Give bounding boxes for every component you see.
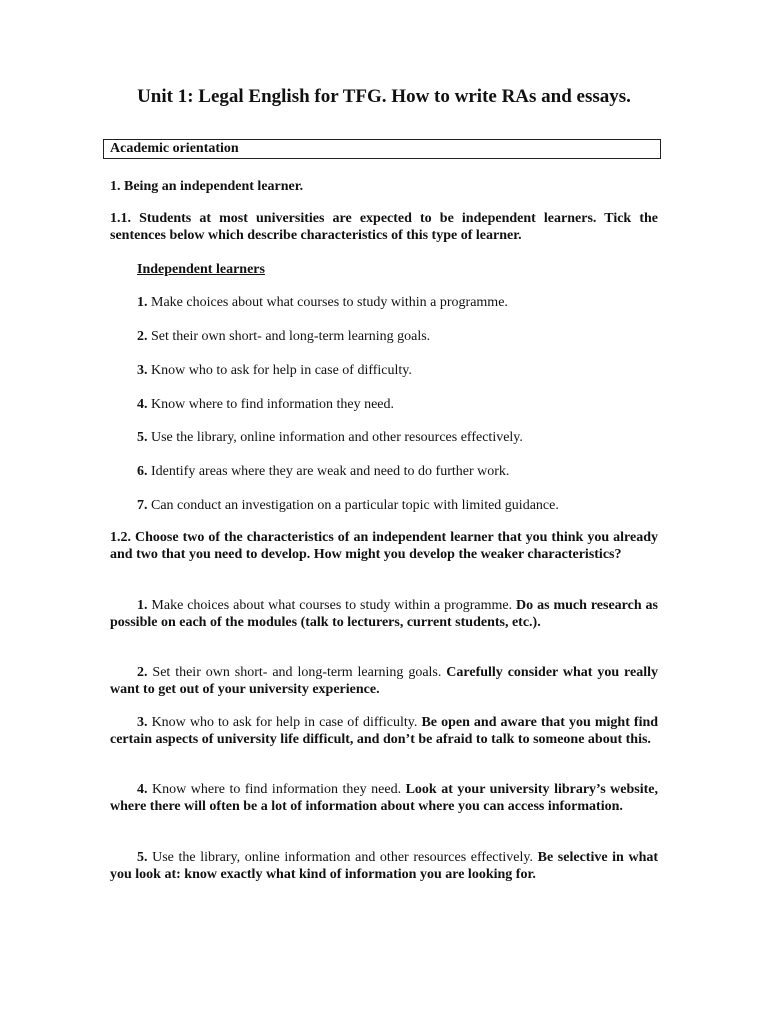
answer-text: Be selective in what you look at: know exactly what kind of information you are looking for. [110,850,659,882]
answer-number: 5. [137,850,148,865]
list-item [137,328,657,345]
list-heading: Independent learners [137,262,265,277]
page-title: Unit 1: Legal English for TFG. How to write RAs and essays. [137,86,631,107]
list-item-text: Know who to ask for help in case of difficulty. [151,363,412,378]
answer-item [110,664,658,698]
list-item-number: 6. [137,464,148,479]
question-1-1: 1.1. Students at most universities are expected to be independent learners. Tick the sentences below which describe characteristics of this type of learner. [110,211,658,243]
list-item [137,463,657,480]
answer-characteristic: Know who to ask for help in case of difficulty. [151,715,418,730]
list-item [137,396,657,413]
answer-text: Do as much research as possible on each of the modules (talk to lecturers, current students, etc.). [110,598,658,630]
answer-text: Look at your university library’s website, where there will often be a lot of information about where you can access information. [110,782,658,814]
answer-number: 2. [137,665,148,680]
section-heading: 1. Being an independent learner. [110,179,304,194]
list-item [137,429,657,446]
answer-number: 3. [137,715,148,730]
answer-characteristic: Use the library, online information and other resources effectively. [152,850,533,865]
list-item-text: Set their own short- and long-term learning goals. [151,329,431,344]
list-item-text: Can conduct an investigation on a particular topic with limited guidance. [151,498,559,513]
list-item-text: Know where to find information they need. [151,397,394,412]
answer-characteristic: Make choices about what courses to study within a programme. [151,598,513,613]
answer-item [110,781,658,815]
answer-item [110,714,658,748]
list-item-text: Identify areas where they are weak and need to do further work. [151,464,510,479]
list-item-number: 1. [137,295,148,310]
answer-text: Be open and aware that you might find certain aspects of university life difficult, and don’t be afraid to talk to someone about this. [110,715,659,747]
answer-number: 1. [137,598,148,613]
list-item-text: Use the library, online information and other resources effectively. [151,430,523,445]
list-item-text: Make choices about what courses to study within a programme. [151,295,508,310]
list-item-number: 5. [137,430,148,445]
list-item-number: 4. [137,397,148,412]
list-item [137,362,657,379]
question-1-2: 1.2. Choose two of the characteristics of an independent learner that you think you already and two that you need to develop. How might you develop the weaker characteristics? [110,530,658,562]
answer-text: Carefully consider what you really want to get out of your university experience. [110,665,658,697]
list-item-number: 7. [137,498,148,513]
answer-item [110,597,658,631]
section-label-box: Academic orientation [103,139,661,159]
list-item-number: 2. [137,329,148,344]
list-item-number: 3. [137,363,148,378]
answer-item [110,849,658,883]
answer-characteristic: Know where to find information they need. [152,782,402,797]
answer-characteristic: Set their own short- and long-term learning goals. [152,665,442,680]
list-item [137,294,657,311]
answer-number: 4. [137,782,148,797]
list-item [137,497,657,514]
